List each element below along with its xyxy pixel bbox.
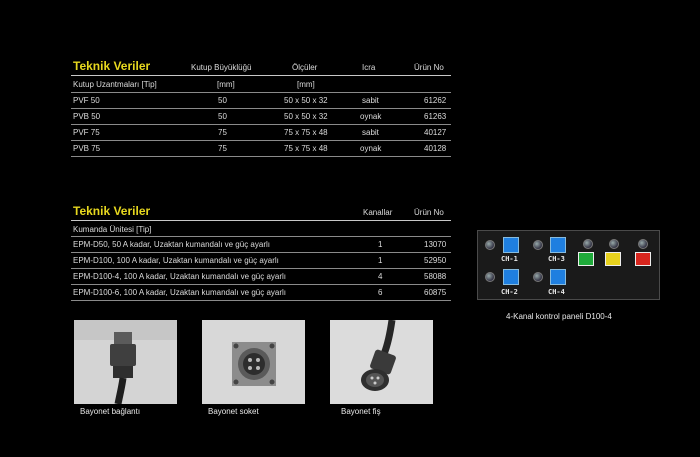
table2-title: Teknik Veriler bbox=[73, 204, 151, 218]
table2-cell-type: EPM-D100, 100 A kadar, Uzaktan kumandalı ve güç ayarlı bbox=[73, 256, 279, 265]
table2-cell-no: 58088 bbox=[424, 272, 447, 281]
table1-cell-size: 75 bbox=[218, 144, 227, 153]
photo-bayonet-socket bbox=[202, 320, 305, 404]
table1-subheader: Kutup Uzantmaları [Tip] bbox=[73, 80, 157, 89]
ch2-label: CH-2 bbox=[501, 288, 518, 296]
table2-sub-rule bbox=[71, 236, 451, 237]
table2-header-channels: Kanallar bbox=[363, 208, 393, 217]
table2-cell-channels: 1 bbox=[378, 240, 383, 249]
photo-caption: Bayonet bağlantı bbox=[80, 407, 141, 416]
table1-cell-exec: sabit bbox=[362, 96, 379, 105]
row-divider bbox=[71, 140, 451, 141]
indicator-led-icon bbox=[533, 272, 543, 282]
table1-header-dimensions: Ölçüler bbox=[292, 63, 318, 72]
ch1-label: CH-1 bbox=[501, 255, 518, 263]
table2-cell-no: 52950 bbox=[424, 256, 447, 265]
table1-header-pole-size: Kutup Büyüklüğü bbox=[191, 63, 252, 72]
table1-sub-rule bbox=[71, 92, 451, 93]
photo-caption: Bayonet soket bbox=[208, 407, 259, 416]
row-divider bbox=[71, 300, 451, 301]
indicator-led-icon bbox=[485, 240, 495, 250]
table2-cell-no: 60875 bbox=[424, 288, 447, 297]
table1-cell-size: 50 bbox=[218, 96, 227, 105]
ch2-button bbox=[503, 269, 519, 285]
table1-cell-no: 61263 bbox=[424, 112, 447, 121]
table1-unit-pole: [mm] bbox=[217, 80, 235, 89]
ch4-button bbox=[550, 269, 566, 285]
table2-cell-channels: 6 bbox=[378, 288, 383, 297]
bayonet-socket-illustration bbox=[202, 320, 305, 404]
table1-title: Teknik Veriler bbox=[73, 59, 151, 73]
ch1-button bbox=[503, 237, 519, 253]
green-mode-icon bbox=[578, 252, 594, 266]
table1-cell-type: PVB 50 bbox=[73, 112, 101, 121]
indicator-led-icon bbox=[533, 240, 543, 250]
table2-header-product-no: Ürün No bbox=[414, 208, 444, 217]
table1-cell-type: PVB 75 bbox=[73, 144, 101, 153]
indicator-led-icon bbox=[485, 272, 495, 282]
table1-cell-no: 40128 bbox=[424, 144, 447, 153]
ch3-button bbox=[550, 237, 566, 253]
table1-cell-exec: oynak bbox=[360, 112, 382, 121]
table1-cell-size: 50 bbox=[218, 112, 227, 121]
table1-cell-dim: 50 x 50 x 32 bbox=[284, 96, 328, 105]
table2-cell-type: EPM-D50, 50 A kadar, Uzaktan kumandalı ve güç ayarlı bbox=[73, 240, 270, 249]
row-divider bbox=[71, 268, 451, 269]
bayonet-connection-illustration bbox=[74, 320, 177, 404]
table1-cell-no: 40127 bbox=[424, 128, 447, 137]
ch3-label: CH-3 bbox=[548, 255, 565, 263]
row-divider bbox=[71, 156, 451, 157]
row-divider bbox=[71, 252, 451, 253]
table2-cell-no: 13070 bbox=[424, 240, 447, 249]
table1-cell-dim: 75 x 75 x 48 bbox=[284, 144, 328, 153]
table1-header-execution: Icra bbox=[362, 63, 376, 72]
table2-cell-channels: 1 bbox=[378, 256, 383, 265]
row-divider bbox=[71, 124, 451, 125]
table1-cell-type: PVF 75 bbox=[73, 128, 100, 137]
indicator-led-icon bbox=[638, 239, 648, 249]
table1-cell-exec: sabit bbox=[362, 128, 379, 137]
photo-bayonet-plug bbox=[330, 320, 433, 404]
table2-cell-type: EPM-D100-6, 100 A kadar, Uzaktan kumandalı ve güç ayarlı bbox=[73, 288, 287, 297]
table1-cell-size: 75 bbox=[218, 128, 227, 137]
ch4-label: CH-4 bbox=[548, 288, 565, 296]
yellow-mode-icon bbox=[605, 252, 621, 266]
panel-caption: 4-Kanal kontrol paneli D100-4 bbox=[506, 312, 612, 321]
table1-top-rule bbox=[71, 75, 451, 76]
control-panel-image bbox=[477, 230, 660, 300]
red-mode-icon bbox=[635, 252, 651, 266]
table1-cell-dim: 75 x 75 x 48 bbox=[284, 128, 328, 137]
indicator-led-icon bbox=[609, 239, 619, 249]
table1-cell-no: 61262 bbox=[424, 96, 447, 105]
bayonet-plug-illustration bbox=[330, 320, 433, 404]
table2-cell-type: EPM-D100-4, 100 A kadar, Uzaktan kumandalı ve güç ayarlı bbox=[73, 272, 287, 281]
table1-header-product-no: Ürün No bbox=[414, 63, 444, 72]
table1-cell-type: PVF 50 bbox=[73, 96, 100, 105]
table2-subheader: Kumanda Ünitesi [Tip] bbox=[73, 225, 152, 234]
table1-unit-dim: [mm] bbox=[297, 80, 315, 89]
table1-cell-exec: oynak bbox=[360, 144, 382, 153]
table2-cell-channels: 4 bbox=[378, 272, 383, 281]
row-divider bbox=[71, 284, 451, 285]
row-divider bbox=[71, 108, 451, 109]
table1-cell-dim: 50 x 50 x 32 bbox=[284, 112, 328, 121]
table2-top-rule bbox=[71, 220, 451, 221]
photo-bayonet-connection bbox=[74, 320, 177, 404]
indicator-led-icon bbox=[583, 239, 593, 249]
photo-caption: Bayonet fiş bbox=[341, 407, 381, 416]
